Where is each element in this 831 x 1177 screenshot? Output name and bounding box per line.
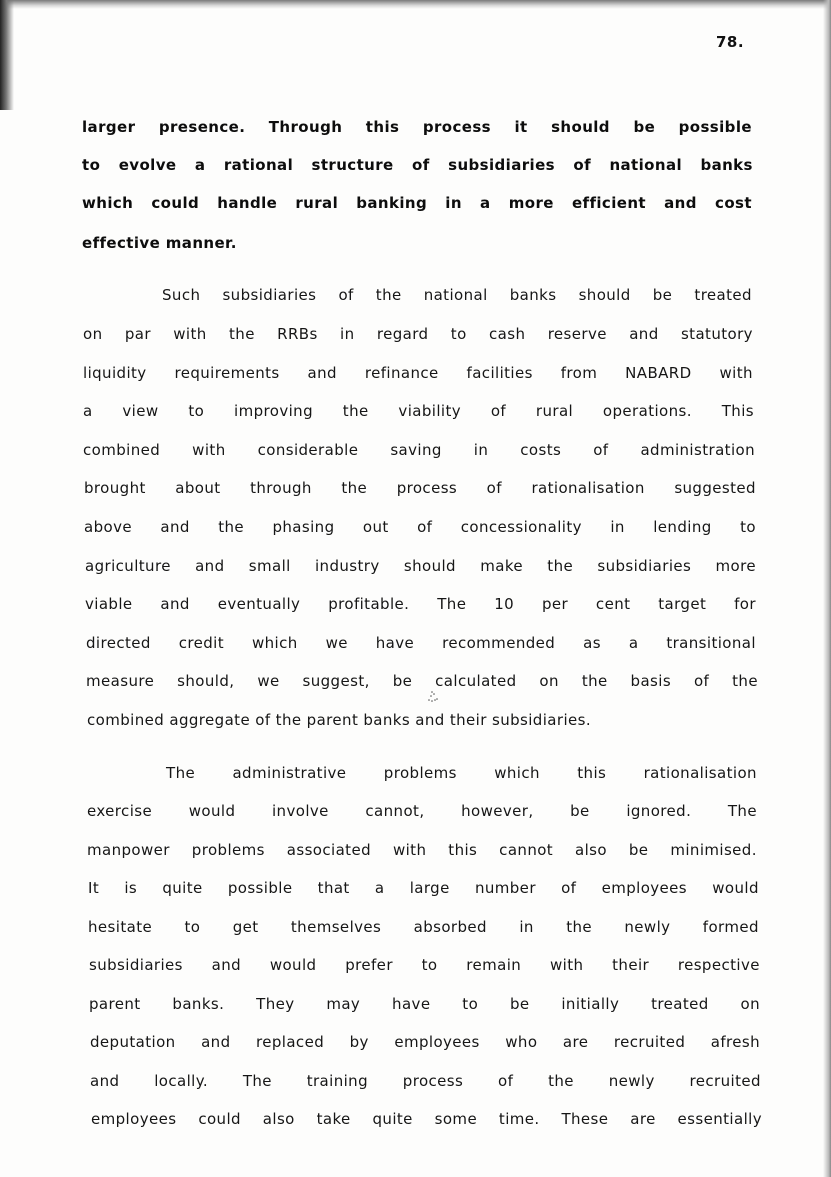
text-line: employees could also take quite some time. These are essentially	[91, 1110, 762, 1128]
text-line: viable and eventually profitable. The 10 per cent target for	[85, 595, 756, 613]
text-line: combined aggregate of the parent banks and their subsidiaries.	[87, 711, 592, 729]
scan-left-edge-shadow	[0, 0, 14, 110]
text-line: exercise would involve cannot, however, be ignored. The	[87, 802, 757, 820]
text-line: It is quite possible that a large number of employees would	[88, 879, 759, 897]
text-line: larger presence. Through this process it should be possible	[82, 118, 752, 136]
text-line: manpower problems associated with this cannot also be minimised.	[87, 841, 757, 859]
scan-top-edge-shadow	[0, 0, 831, 9]
text-line: liquidity requirements and refinance facilities from NABARD with	[83, 364, 753, 382]
text-line: combined with considerable saving in costs of administration	[83, 441, 755, 459]
text-line: effective manner.	[82, 234, 237, 252]
text-line: on par with the RRBs in regard to cash reserve and statutory	[83, 325, 753, 343]
text-line: Such subsidiaries of the national banks should be treated	[162, 286, 752, 304]
page-number: 78.	[716, 33, 745, 51]
text-line: which could handle rural banking in a more efficient and cost	[82, 194, 752, 212]
text-line: subsidiaries and would prefer to remain with their respective	[89, 956, 760, 974]
text-line: a view to improving the viability of rural operations. This	[83, 402, 754, 420]
text-line: deputation and replaced by employees who are recruited afresh	[90, 1033, 760, 1051]
speck-dots-icon	[426, 690, 440, 704]
text-line: above and the phasing out of concessionality in lending to	[84, 518, 756, 536]
text-line: and locally. The training process of the newly recruited	[90, 1072, 761, 1090]
text-line: The administrative problems which this rationalisation	[166, 764, 757, 782]
scan-right-edge-shadow	[823, 0, 831, 1177]
text-line: agriculture and small industry should make the subsidiaries more	[85, 557, 756, 575]
text-line: directed credit which we have recommended as a transitional	[86, 634, 756, 652]
text-line: brought about through the process of rationalisation suggested	[84, 479, 756, 497]
scan-speck-mark	[426, 690, 440, 704]
text-line: parent banks. They may have to be initially treated on	[89, 995, 760, 1013]
text-line: to evolve a rational structure of subsidiaries of national banks	[82, 156, 753, 174]
text-line: hesitate to get themselves absorbed in the newly formed	[88, 918, 759, 936]
text-line: measure should, we suggest, be calculated on the basis of the	[86, 672, 758, 690]
